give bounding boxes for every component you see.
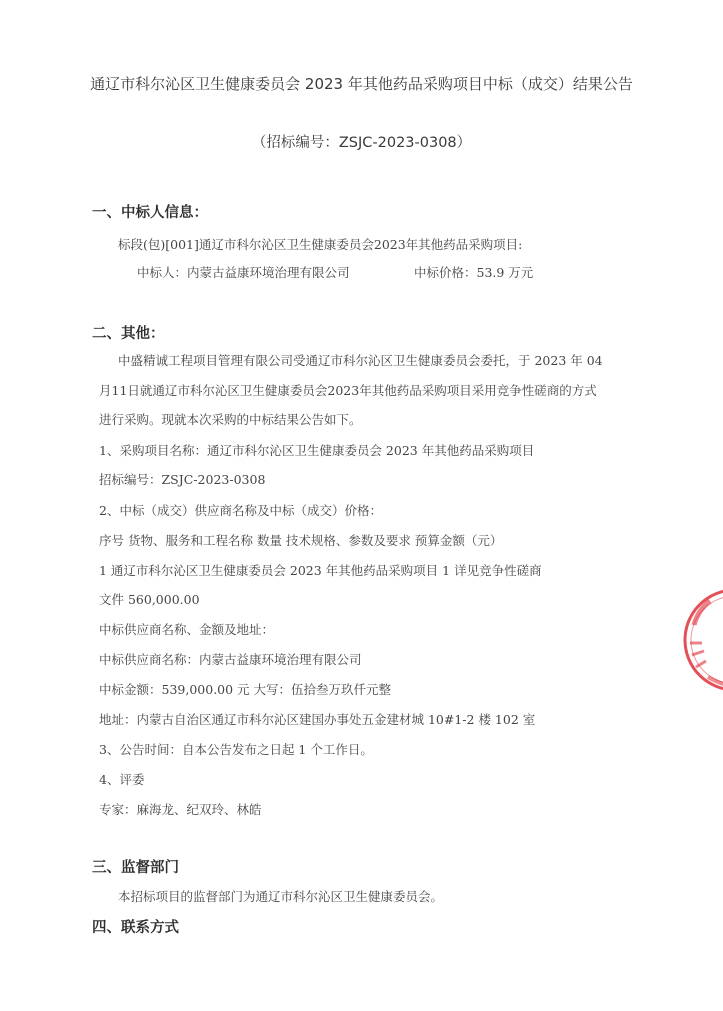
notice-period-line: 3、公告时间：自本公告发布之日起 1 个工作日。 (99, 742, 373, 757)
winner-line: 中标人：内蒙古益康环境治理有限公司 (137, 265, 350, 280)
supplier-info-heading: 中标供应商名称、金额及地址： (99, 622, 275, 637)
judges-heading: 4、评委 (99, 772, 145, 787)
lot-line: 标段(包)[001]通辽市科尔沁区卫生健康委员会2023年其他药品采购项目: (118, 237, 523, 252)
paragraph-line: 月11日就通辽市科尔沁区卫生健康委员会2023年其他药品采购项目采用竞争性磋商的方式 (99, 383, 597, 398)
table-row-line: 1 通辽市科尔沁区卫生健康委员会 2023 年其他药品采购项目 1 详见竞争性磋商 (99, 563, 542, 578)
supervision-text: 本招标项目的监督部门为通辽市科尔沁区卫生健康委员会。 (118, 889, 444, 904)
official-seal-stamp (680, 585, 723, 695)
section-2-heading: 二、其他： (92, 326, 165, 342)
supplier-address-line: 地址：内蒙古自治区通辽市科尔沁区建国办事处五金建材城 10#1-2 楼 102 室 (99, 712, 536, 727)
paragraph-line: 进行采购。现就本次采购的中标结果公告如下。 (99, 412, 362, 427)
supplier-amount-line: 中标金额：539,000.00 元 大写：伍拾叁万玖仟元整 (99, 682, 392, 697)
bid-code-text: 招标编号：ZSJC-2023-0308 (99, 472, 266, 487)
section-3-heading: 三、监督部门 (92, 860, 179, 876)
experts-line: 专家：麻海龙、纪双玲、林皓 (99, 802, 262, 817)
document-title: 通辽市科尔沁区卫生健康委员会 2023 年其他药品采购项目中标（成交）结果公告 (90, 75, 633, 93)
section-4-heading: 四、联系方式 (92, 920, 179, 936)
table-header-line: 序号 货物、服务和工程名称 数量 技术规格、参数及要求 预算金额（元） (99, 533, 503, 548)
section-1-heading: 一、中标人信息： (92, 205, 208, 221)
supplier-price-heading: 2、中标（成交）供应商名称及中标（成交）价格： (99, 503, 382, 518)
project-name-line: 1、采购项目名称：通辽市科尔沁区卫生健康委员会 2023 年其他药品采购项目 (99, 443, 535, 458)
bid-code-line: （招标编号：ZSJC-2023-0308） (251, 135, 472, 151)
supplier-name-line: 中标供应商名称：内蒙古益康环境治理有限公司 (99, 652, 362, 667)
paragraph-line: 中盛精诚工程项目管理有限公司受通辽市科尔沁区卫生健康委员会委托，于 2023 年 04 (118, 353, 603, 368)
table-row-continued: 文件 560,000.00 (99, 592, 200, 607)
winner-price: 中标价格：53.9 万元 (414, 265, 534, 280)
